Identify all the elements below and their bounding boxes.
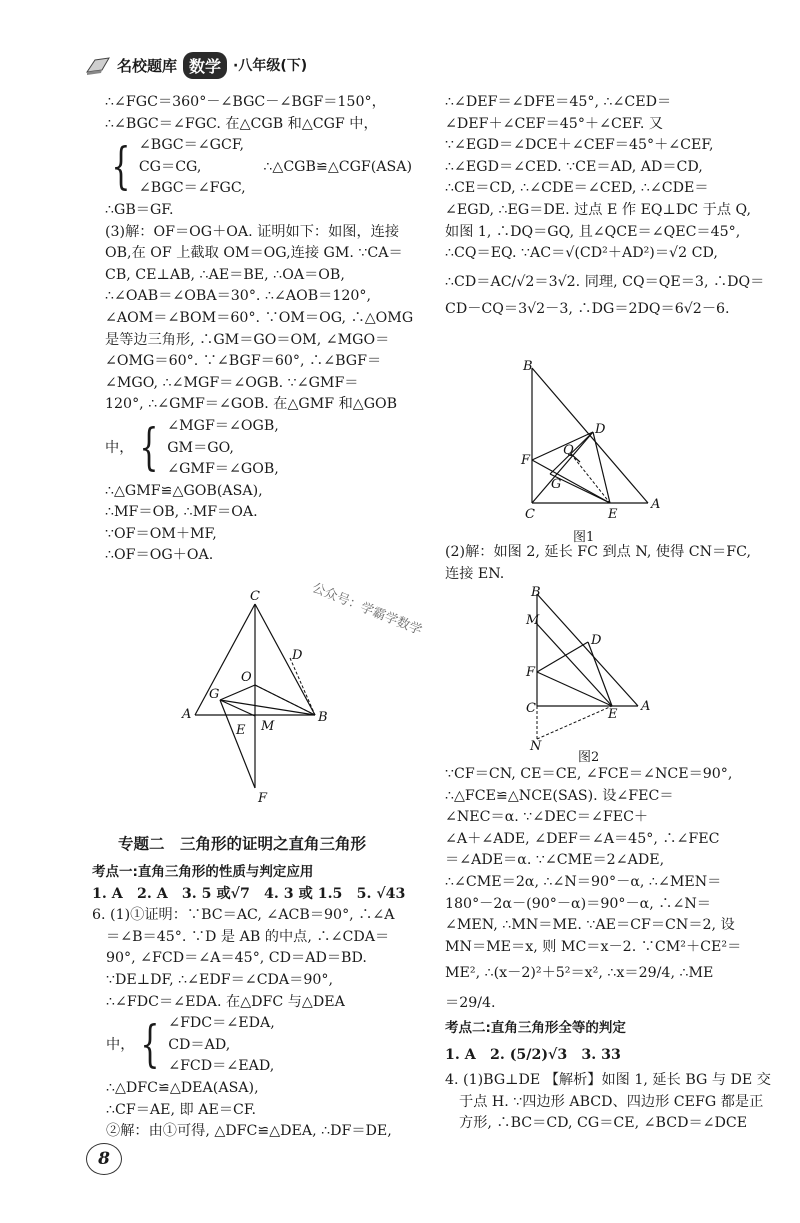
text-line: 如图 1, ∴DQ＝GQ, 且∠QCE＝∠QEC＝45°, bbox=[445, 223, 741, 240]
text-line: ②解：由①可得, △DFC≌△DEA, ∴DF＝DE, bbox=[106, 1123, 392, 1140]
text-line: 4. (1)BG⊥DE 【解析】如图 1, 延长 BG 与 DE 交 bbox=[445, 1071, 771, 1088]
fig1-label-D: D bbox=[595, 422, 606, 437]
text-line: ∠FCD＝∠EAD, bbox=[168, 1058, 275, 1075]
text-line: ∠A＋∠ADE, ∠DEF＝∠A＝45°, ∴∠FEC bbox=[445, 830, 720, 847]
text-line: CD＝AD, bbox=[168, 1036, 231, 1053]
text-line: ∴∠CME＝2α, ∴∠N＝90°－α, ∴∠MEN＝ bbox=[445, 873, 722, 890]
text-line: ∠BGC＝∠GCF, bbox=[138, 137, 244, 154]
brace-symbol: { bbox=[139, 417, 159, 476]
label-B: B bbox=[318, 710, 328, 725]
text-line: ∵DE⊥DF, ∴∠EDF＝∠CDA＝90°, bbox=[106, 971, 334, 988]
text-line: ∴MF＝OB, ∴MF＝OA. bbox=[105, 504, 258, 521]
answer-line: 1. A 2. (5/2)√3 3. 33 bbox=[445, 1046, 621, 1063]
figure-2-caption: 图2 bbox=[578, 750, 600, 765]
text-line: ∠OMG＝60°. ∵∠BGF＝60°, ∴∠BGF＝ bbox=[105, 353, 382, 370]
text-line: ∠MGO, ∴∠MGF＝∠OGB. ∵∠GMF＝ bbox=[105, 374, 359, 391]
text-line: (3)解：OF＝OG＋OA. 证明如下：如图，连接 bbox=[105, 223, 400, 240]
fig1-label-A: A bbox=[651, 497, 661, 512]
fig1-label-F: F bbox=[521, 453, 531, 468]
text-line: ∠EGD, ∴EG＝DE. 过点 E 作 EQ⊥DC 于点 Q, bbox=[445, 201, 751, 218]
figure-2 bbox=[520, 584, 660, 754]
answer-line: 1. A 2. A 3. 5 或√7 4. 3 或 1.5 5. √43 bbox=[92, 885, 406, 902]
text-line: ＝29/4. bbox=[445, 995, 496, 1012]
book-logo-icon bbox=[85, 54, 111, 76]
right-mid-text bbox=[445, 542, 751, 585]
fig2-label-M: M bbox=[526, 613, 540, 628]
brace-group bbox=[92, 1013, 412, 1078]
fig2-label-D: D bbox=[591, 633, 602, 648]
fig1-label-C: C bbox=[525, 507, 535, 522]
text-line: ＝∠B＝45°. ∵D 是 AB 的中点, ∴∠CDA＝ bbox=[106, 928, 390, 945]
text-line: ∠MGF＝∠OGB, bbox=[167, 417, 279, 434]
label-M: M bbox=[261, 719, 275, 734]
text-line: ∴∠OAB＝∠OBA＝30°. ∴∠AOB＝120°, bbox=[105, 288, 372, 305]
knowledge-point-heading: 考点二:直角三角形全等的判定 bbox=[445, 1020, 626, 1037]
text-line: 是等边三角形, ∴GM＝GO＝OM, ∠MGO＝ bbox=[105, 331, 390, 348]
text-line: ∴∠EGD＝∠CED. ∵CE＝AD, AD＝CD, bbox=[445, 158, 703, 175]
label-G: G bbox=[209, 687, 220, 702]
text-line: ∴∠DEF＝∠DFE＝45°, ∴∠CED＝ bbox=[445, 94, 672, 110]
text-line: 连接 EN. bbox=[445, 565, 505, 582]
text-line: ∠FDC＝∠EDA, bbox=[168, 1015, 275, 1032]
text-line: ∴CE＝CD, ∴∠CDE＝∠CED, ∴∠CDE＝ bbox=[445, 180, 709, 197]
left-column bbox=[105, 92, 414, 567]
text-line: ∴OF＝OG＋OA. bbox=[105, 547, 214, 564]
text-line: (2)解：如图 2, 延长 FC 到点 N, 使得 CN＝FC, bbox=[445, 544, 751, 560]
label-E: E bbox=[236, 723, 246, 738]
fig1-label-G: G bbox=[551, 477, 562, 492]
text-line: 中， bbox=[105, 439, 134, 456]
text-line: OB,在 OF 上截取 OM＝OG,连接 GM. ∵CA＝ bbox=[105, 245, 403, 262]
text-line: ∠GMF＝∠GOB, bbox=[167, 461, 279, 478]
fig2-label-B: B bbox=[531, 585, 541, 600]
text-line: ∴∠BGC＝∠FGC. 在△CGB 和△CGF 中， bbox=[105, 115, 378, 132]
label-C: C bbox=[250, 589, 260, 604]
knowledge-point-heading: 考点一:直角三角形的性质与判定应用 bbox=[92, 864, 314, 880]
text-line: 于点 H. ∵四边形 ABCD、四边形 CEFG 都是正 bbox=[459, 1093, 764, 1110]
fig2-label-E: E bbox=[608, 707, 618, 722]
right-lower-text bbox=[445, 764, 771, 1135]
text-line: ∠BGC＝∠FGC, bbox=[138, 180, 246, 197]
right-column bbox=[445, 92, 765, 320]
figure-1-caption: 图1 bbox=[573, 530, 595, 545]
fig1-label-Q: Q bbox=[563, 443, 574, 458]
section-title: 专题二 三角形的证明之直角三角形 bbox=[118, 835, 367, 853]
fig2-label-N: N bbox=[530, 739, 542, 754]
text-line: ∠NEC＝α. ∵∠DEC＝∠FEC＋ bbox=[445, 809, 649, 826]
text-line: ∠AOM＝∠BOM＝60°. ∵OM＝OG, ∴△OMG bbox=[105, 309, 414, 326]
subject-badge: 数学 bbox=[183, 52, 227, 79]
label-F: F bbox=[258, 791, 268, 806]
fig1-label-E: E bbox=[608, 507, 618, 522]
figure-1 bbox=[505, 356, 665, 528]
text-line: ME², ∴(x－2)²＋5²＝x², ∴x＝29/4, ∴ME bbox=[445, 965, 714, 982]
text-line: GM＝GO, bbox=[167, 439, 234, 456]
text-line: ∴CD＝AC/√2＝3√2. 同理, CQ＝QE＝3, ∴DQ＝ bbox=[445, 273, 765, 290]
brace-symbol: { bbox=[140, 1015, 160, 1074]
label-D: D bbox=[292, 648, 303, 663]
page-number: 8 bbox=[86, 1143, 122, 1175]
text-line: 方形, ∴BC＝CD, CG＝CE, ∠BCD＝∠DCE bbox=[459, 1115, 748, 1132]
fig2-label-F: F bbox=[526, 665, 536, 680]
text-line: ∴∠FDC＝∠EDA. 在△DFC 与△DEA bbox=[106, 993, 345, 1010]
fig2-label-C: C bbox=[526, 701, 536, 716]
text-line: ＝∠ADE＝α. ∵∠CME＝2∠ADE, bbox=[445, 852, 665, 869]
text-line: 中， bbox=[106, 1037, 135, 1054]
text-line: 120°, ∴∠GMF＝∠GOB. 在△GMF 和△GOB bbox=[105, 396, 398, 413]
label-O: O bbox=[241, 670, 252, 685]
book-series-title: 名校题库 bbox=[117, 56, 178, 75]
text-line: ∴△FCE≌△NCE(SAS). 设∠FEC＝ bbox=[445, 787, 674, 804]
text-line: ∠MEN, ∴MN＝ME. ∵AE＝CF＝CN＝2, 设 bbox=[445, 917, 735, 934]
text-line: CB, CE⊥AB, ∴AE＝BE, ∴OA＝OB, bbox=[105, 266, 345, 283]
text-line: ∴GB＝GF. bbox=[105, 201, 174, 218]
text-line: ∵∠EGD＝∠DCE＋∠CEF＝45°＋∠CEF, bbox=[445, 137, 714, 154]
text-line: ∴△GMF≌△GOB(ASA), bbox=[105, 482, 263, 499]
text-line: 180°－2α－(90°－α)＝90°－α, ∴∠N＝ bbox=[445, 895, 711, 912]
brace-group bbox=[105, 416, 410, 481]
text-line: 6. (1)①证明：∵BC＝AC, ∠ACB＝90°, ∴∠A bbox=[92, 907, 395, 924]
grade-label: ·八年级(下) bbox=[233, 58, 308, 74]
text-line: ∵OF＝OM＋MF, bbox=[105, 525, 217, 542]
text-line: CD－CQ＝3√2－3, ∴DG＝2DQ＝6√2－6. bbox=[445, 300, 730, 317]
text-line: ∴∠FGC＝360°－∠BGC－∠BGF＝150°， bbox=[105, 94, 386, 110]
fig2-label-A: A bbox=[641, 699, 651, 714]
text-line: ∴CF＝AE, 即 AE＝CF. bbox=[106, 1101, 257, 1118]
section2-content bbox=[92, 862, 412, 1143]
text-line: CG＝CG, ∴△CGB≌△CGF(ASA) bbox=[138, 158, 413, 175]
text-line: MN＝ME＝x, 则 MC＝x－2. ∵CM²＋CE²＝ bbox=[445, 938, 742, 955]
watermark: 公众号：学霸学数学 bbox=[309, 580, 424, 639]
text-line: ∴CQ＝EQ. ∵AC＝√(CD²＋AD²)＝√2 CD, bbox=[445, 245, 718, 262]
label-A: A bbox=[182, 707, 192, 722]
text-line: ∠DEF＋∠CEF＝45°＋∠CEF. 又 bbox=[445, 115, 664, 132]
text-line: ∴△DFC≌△DEA(ASA), bbox=[106, 1079, 259, 1096]
triangle-figure-left bbox=[178, 588, 348, 810]
text-line: ∵CF＝CN, CE＝CE, ∠FCE＝∠NCE＝90°, bbox=[445, 766, 733, 782]
brace-symbol: { bbox=[111, 137, 131, 196]
text-line: 90°, ∠FCD＝∠A＝45°, CD＝AD＝BD. bbox=[106, 950, 367, 967]
page-header bbox=[85, 48, 307, 82]
fig1-label-B: B bbox=[523, 359, 533, 374]
brace-group bbox=[105, 135, 413, 200]
